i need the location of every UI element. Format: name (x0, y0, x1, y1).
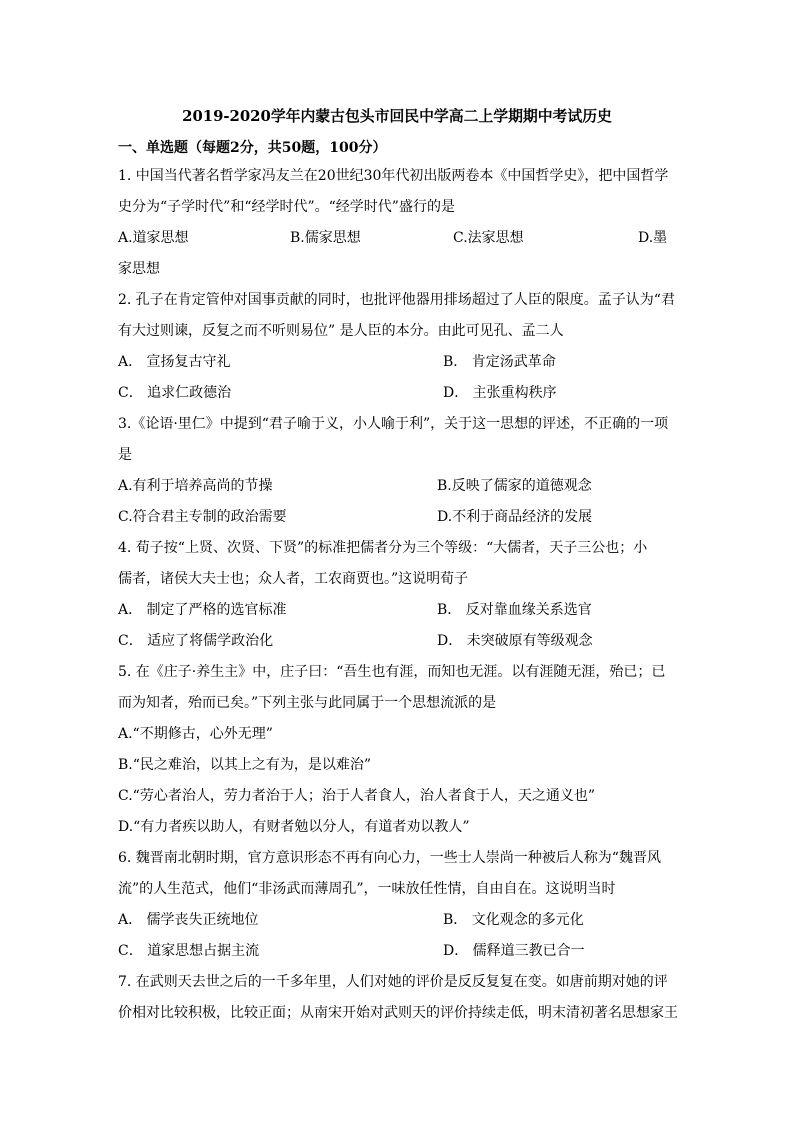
question-2-line-2: 有大过则谏，反复之而不听则易位” 是人臣的本分。由此可见孔、孟二人 (118, 323, 564, 339)
question-3-option-d: D.不利于商品经济的发展 (437, 509, 593, 525)
question-5-line-1: 5. 在《庄子·养生主》中，庄子曰：“吾生也有涯，而知也无涯。以有涯随无涯，殆已；已 (118, 664, 666, 680)
question-1-option-d: D.墨 (638, 230, 668, 246)
question-5-line-2: 而为知者，殆而已矣。”下列主张与此同属于一个思想流派的是 (118, 695, 497, 711)
question-2-option-b: B． 肯定汤武革命 (443, 354, 556, 370)
question-6-option-c: C． 道家思想占据主流 (118, 943, 260, 959)
question-4-option-a: A． 制定了严格的选官标准 (118, 602, 287, 618)
question-5-option-b: B.“民之难治，以其上之有为，是以难治” (118, 757, 372, 773)
question-1-option-d-continued: 家思想 (118, 261, 160, 277)
question-7-line-2: 价相对比较积极，比较正面；从南宋开始对武则天的评价持续走低，明末清初著名思想家王 (118, 1005, 678, 1021)
question-5-option-a: A.“不期修古，心外无理” (118, 726, 273, 742)
question-6-option-d: D． 儒释道三教已合一 (443, 943, 585, 959)
question-4-line-1: 4. 荀子按“上贤、次贤、下贤”的标准把儒者分为三个等级：“大儒者，天子三公也；小 (118, 540, 648, 556)
question-4-line-2: 儒者，诸侯大夫士也；众人者，工农商贾也。”这说明荀子 (118, 571, 469, 587)
question-4-option-d: D． 未突破原有等级观念 (437, 633, 593, 649)
question-3-option-a: A.有利于培养高尚的节操 (118, 478, 273, 494)
question-1-option-c: C.法家思想 (453, 230, 524, 246)
question-3-line-1: 3.《论语·里仁》中提到“君子喻于义，小人喻于利”，关于这一思想的评述，不正确的一项 (118, 416, 669, 432)
question-2-option-a: A． 宣扬复古守礼 (118, 354, 231, 370)
question-2-option-d: D． 主张重构秩序 (443, 385, 557, 401)
question-6-line-1: 6. 魏晋南北朝时期，官方意识形态不再有向心力，一些士人崇尚一种被后人称为“魏晋风 (118, 850, 661, 866)
question-4-option-b: B． 反对靠血缘关系选官 (437, 602, 592, 618)
question-5-option-c: C.“劳心者治人，劳力者治于人；治于人者食人，治人者食于人，天之通义也” (118, 788, 595, 804)
question-3-line-2: 是 (118, 447, 132, 463)
section-heading: 一、单选题（每题2分，共50题，100分） (118, 140, 387, 156)
question-6-line-2: 流”的人生范式，他们“非汤武而薄周孔”，一味放任性情，自由自在。这说明当时 (118, 881, 616, 897)
question-1-option-a: A.道家思想 (118, 230, 189, 246)
question-7-line-1: 7. 在武则天去世之后的一千多年里，人们对她的评价是反反复复在变。如唐前期对她的评 (118, 974, 668, 990)
question-6-option-a: A． 儒学丧失正统地位 (118, 912, 259, 928)
question-3-option-c: C.符合君主专制的政治需要 (118, 509, 287, 525)
question-5-option-d: D.“有力者疾以助人，有财者勉以分人，有道者劝以教人” (118, 819, 470, 835)
question-1-line-2: 史分为“子学时代”和“经学时代”。“经学时代”盛行的是 (118, 199, 455, 215)
question-2-option-c: C． 追求仁政德治 (118, 385, 232, 401)
question-6-option-b: B． 文化观念的多元化 (443, 912, 584, 928)
page-title: 2019-2020学年内蒙古包头市回民中学高二上学期期中考试历史 (182, 108, 612, 125)
question-3-option-b: B.反映了儒家的道德观念 (437, 478, 592, 494)
question-1-line-1: 1. 中国当代著名哲学家冯友兰在20世纪30年代初出版两卷本《中国哲学史》，把中国哲学 (118, 168, 669, 184)
question-2-line-1: 2. 孔子在肯定管仲对国事贡献的同时，也批评他器用排场超过了人臣的限度。孟子认为“君 (118, 292, 675, 308)
question-1-option-b: B.儒家思想 (290, 230, 361, 246)
question-4-option-c: C． 适应了将儒学政治化 (118, 633, 274, 649)
